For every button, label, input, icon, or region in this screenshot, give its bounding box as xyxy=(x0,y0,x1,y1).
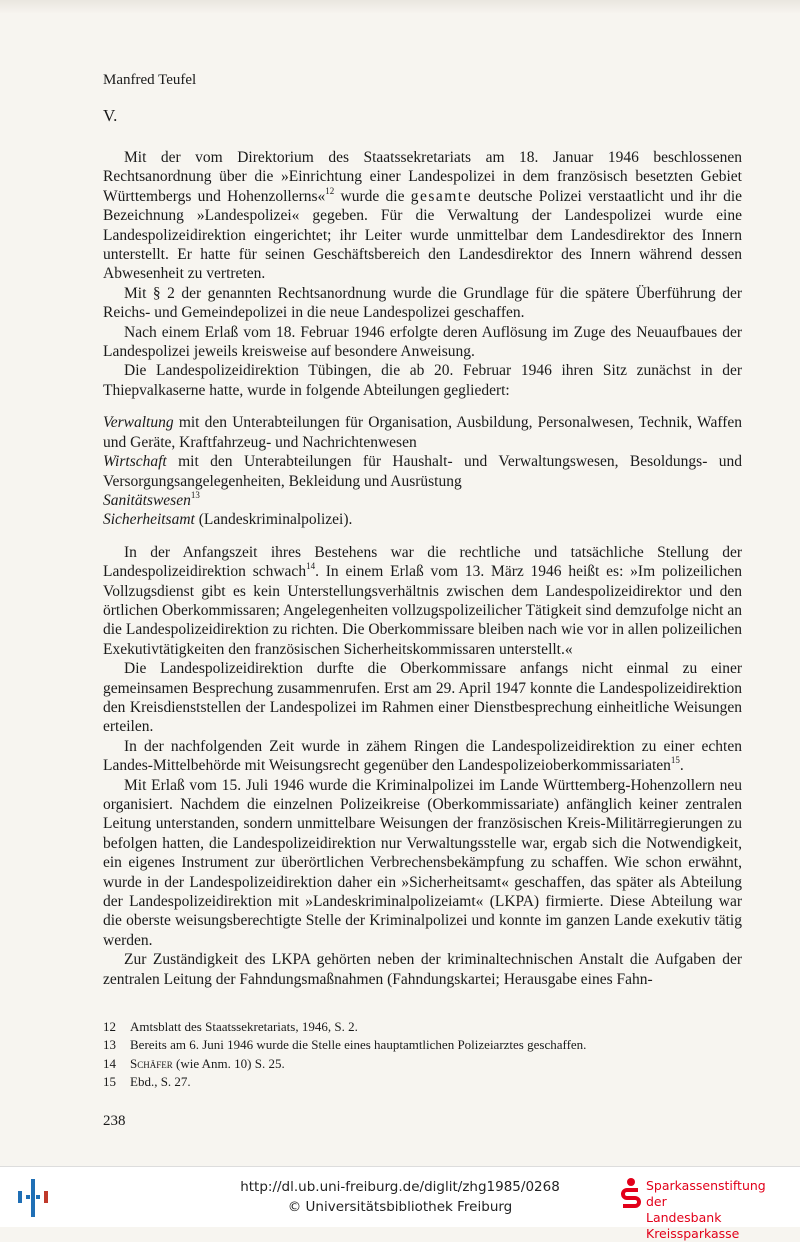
department-list-item xyxy=(103,491,742,510)
viewer-footer xyxy=(0,1166,800,1241)
sponsor-line-1: Sparkassenstiftung der xyxy=(646,1178,766,1209)
footnotes xyxy=(103,1018,742,1091)
paragraph: Die Landespolizeidirektion durfte die Oberkommissare anfangs nicht einmal zu einer gemeinsamen Besprechung zusammenrufen. Erst am 29. April 1947 konnte die Landespolizeidirektion den Kreisdienststellen der Landespolizei im Rahmen einer Dienstbesprechung einheitliche Weisungen erteilen. xyxy=(103,660,742,736)
department-term: Wirtschaft xyxy=(103,453,167,471)
section-number: V. xyxy=(103,106,118,125)
department-term: Verwaltung xyxy=(103,414,174,432)
paragraph: Mit § 2 der genannten Rechtsanordnung wurde die Grundlage für die spätere Überführung der Reichs- und Gemeindepolizei in die neue Landespolizei geschaffen. xyxy=(103,284,742,322)
department-list-item: Sicherheitsamt (Landeskriminalpolizei). xyxy=(103,511,353,529)
footnote-ref[interactable]: 12 xyxy=(325,185,335,196)
footnote: 13 Bereits am 6. Juni 1946 wurde die Stelle eines hauptamtlichen Polizeiarztes geschaffen. xyxy=(103,1037,587,1053)
paragraph: Mit der vom Direktorium des Staatssekretariats am 18. Januar 1946 beschlossenen Rechtsanordnung über die »Einrichtung einer Landespolizei in dem französisch besetzten Gebiet Württembergs und Hohenzollerns«$^{12}$ wurde die gesamte deutsche Polizei verstaatlicht und ihr die Bezeichnung »Landespolizei« gegeben. Für die Verwaltung der Landespolizei wurde eine Landespolizeidirektion eingerichtet; ihr Leiter wurde unmittelbar dem Landesdirektor des Innern unterstellt. Er hatte für seinen Geschäftsbereich den Landesdirektor des Innern während dessen Abwesenheit zu vertreten. xyxy=(103,149,743,283)
department-list-item: Verwaltung mit den Unterabteilungen für Organisation, Ausbildung, Personalwesen, Technik, Waffen und Geräte, Kraftfahrzeug- und Nachrichtenwesen xyxy=(103,414,742,451)
sparkasse-s-icon xyxy=(620,1177,642,1213)
sponsor-line-2: Landesbank Kreissparkasse xyxy=(646,1210,740,1241)
body-text xyxy=(103,148,742,989)
footnote: 15 Ebd., S. 27. xyxy=(103,1073,191,1089)
department-term: Sanitätswesen xyxy=(103,491,191,509)
permalink-url[interactable]: http://dl.ub.uni-freiburg.de/diglit/zhg1985/0268 xyxy=(240,1179,560,1195)
paragraph: In der Anfangszeit ihres Bestehens war die rechtliche und tatsächliche Stellung der Landespolizeidirektion schwach$^{14}$. In einem Erlaß vom 13. März 1946 heißt es: »Im polizeilichen Vollzugsdienst gibt es kein Unterstellungsverhältnis zwischen dem Landespolizeidirektor und den örtlichen Oberkommissaren; Angelegenheiten vollzugspolizeilicher Tätigkeit sind demzufolge nicht an die Landespolizeidirektion zu richten. Die Oberkommissare bleiben nach wie vor in allen polizeilichen Exekutivtätigkeiten den französischen Sicherheitskommissaren unterstellt.« xyxy=(103,543,743,658)
emphasis-spaced: gesamte xyxy=(410,187,473,205)
bleed-through-shadow xyxy=(0,0,800,14)
department-term: Sicherheitsamt xyxy=(103,511,195,529)
page-number: 238 xyxy=(103,1113,126,1129)
footnote-ref[interactable]: 13 xyxy=(190,489,200,500)
cited-author: Schäfer xyxy=(130,1055,173,1071)
paragraph: In der nachfolgenden Zeit wurde in zähem Ringen die Landespolizeidirektion zu einer echten Landes-Mittelbehörde mit Weisungsrecht gegenüber den Landespolizeioberkommissariaten$^{15}$. xyxy=(103,737,742,775)
running-header-author: Manfred Teufel xyxy=(103,72,197,88)
paragraph: Nach einem Erlaß vom 18. Februar 1946 erfolgte deren Auflösung im Zuge des Neuaufbaues der Landespolizei jeweils kreisweise auf besondere Anweisung. xyxy=(103,323,742,361)
paragraph: Die Landespolizeidirektion Tübingen, die ab 20. Februar 1946 ihren Sitz zunächst in der Thiepvalkaserne hatte, wurde in folgende Abteilungen gegliedert: xyxy=(103,362,742,399)
footnote: 12 Amtsblatt des Staatssekretariats, 1946, S. 2. xyxy=(103,1019,358,1034)
sponsor-logo[interactable] xyxy=(620,1175,790,1241)
footnote-ref[interactable]: 14 xyxy=(306,560,316,571)
department-list-item: Wirtschaft mit den Unterabteilungen für Haushalt- und Verwaltungswesen, Besoldungs- und Versorgungsangelegenheiten, Bekleidung und Ausrüstung xyxy=(103,453,742,490)
paragraph: Mit Erlaß vom 15. Juli 1946 wurde die Kriminalpolizei im Lande Württemberg-Hohenzollern neu organisiert. Nachdem die einzelnen Polizeikreise (Oberkommissariate) anfänglich keiner zentralen Leitung unterstanden, sondern unmittelbare Weisungen der französischen Kreis-Militärregierungen zu befolgen hatten, die Landespolizeidirektion nur Verwaltungsstelle war, ergab sich die Notwendigkeit, ein eigenes Instrument zur überörtlichen Verbrechensbekämpfung zu schaffen. Wie schon erwähnt, wurde in der Landespolizeidirektion daher ein »Sicherheitsamt« geschaffen, das später als Abteilung der Landespolizeidirektion mit »Landeskriminalpolizeiamt« (LKPA) firmierte. Diese Abteilung war die oberste weisungsberechtigte Stelle der Kriminalpolizei und konnte im ganzen Lande exekutiv tätig werden. xyxy=(103,776,742,949)
copyright-notice: © Universitätsbibliothek Freiburg xyxy=(287,1199,513,1215)
footnote-ref[interactable]: 15 xyxy=(670,755,680,766)
paragraph: Zur Zuständigkeit des LKPA gehörten neben der kriminaltechnischen Anstalt die Aufgaben der zentralen Leitung der Fahndungsmaßnahmen (Fahndungskartei; Herausgabe eines Fahn- xyxy=(103,951,742,988)
footnote: 14 Schäfer (wie Anm. 10) S. 25. xyxy=(103,1055,285,1071)
